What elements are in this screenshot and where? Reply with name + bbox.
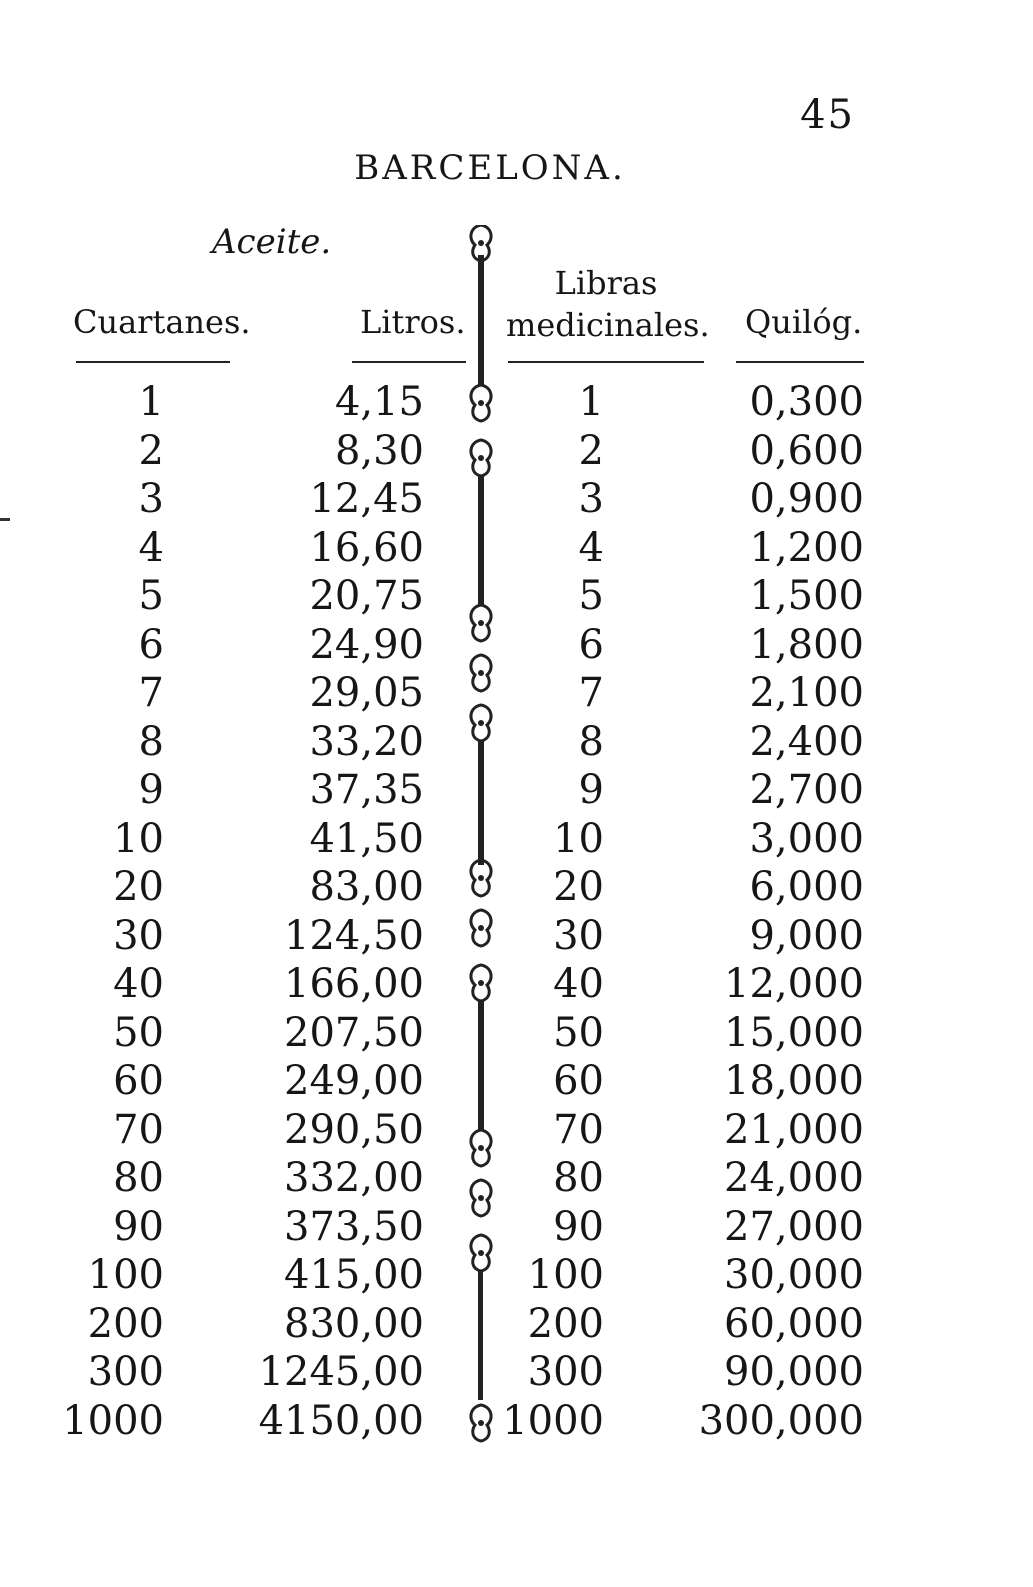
quilog-cell: 24,000	[724, 1155, 864, 1201]
table-row	[0, 960, 1033, 1009]
header-libras-line1: Libras	[554, 264, 658, 302]
libras-cell: 1000	[502, 1397, 604, 1444]
table-row	[0, 1203, 1033, 1252]
quilog-cell: 0,300	[749, 379, 864, 425]
quilog-cell: 2,400	[749, 718, 864, 765]
libras-cell: 100	[527, 1252, 604, 1298]
quilog-cell: 0,900	[749, 476, 864, 522]
cuartanes-cell: 100	[87, 1252, 164, 1298]
cuartanes-cell: 8	[138, 718, 164, 765]
table-row	[0, 718, 1033, 767]
libras-cell: 10	[553, 815, 604, 862]
header-rule	[736, 361, 864, 363]
litros-cell: 24,90	[309, 621, 424, 668]
table-row	[0, 427, 1033, 476]
libras-cell: 1	[578, 379, 604, 425]
litros-cell: 373,50	[284, 1203, 424, 1250]
libras-cell: 50	[553, 1009, 604, 1056]
cuartanes-cell: 5	[138, 573, 164, 619]
table-row	[0, 378, 1033, 427]
litros-cell: 4150,00	[258, 1397, 424, 1444]
table-row	[0, 1348, 1033, 1397]
libras-cell: 8	[578, 718, 604, 765]
product-label: Aceite.	[212, 222, 332, 262]
litros-cell: 166,00	[284, 961, 424, 1007]
litros-cell: 16,60	[309, 524, 424, 571]
table-row	[0, 669, 1033, 718]
libras-cell: 70	[553, 1106, 604, 1153]
header-cuartanes: Cuartanes.	[73, 303, 251, 341]
table-row	[0, 621, 1033, 670]
litros-cell: 290,50	[284, 1106, 424, 1153]
cuartanes-cell: 200	[87, 1300, 164, 1347]
cuartanes-cell: 3	[138, 476, 164, 522]
cuartanes-cell: 7	[138, 670, 164, 716]
litros-cell: 8,30	[334, 427, 424, 474]
table-row	[0, 524, 1033, 573]
quilog-cell: 1,200	[749, 524, 864, 571]
litros-cell: 12,45	[309, 476, 424, 522]
cuartanes-cell: 20	[113, 864, 164, 910]
quilog-cell: 300,000	[698, 1397, 864, 1444]
cuartanes-cell: 60	[113, 1058, 164, 1104]
header-quilogramos: Quilóg.	[745, 303, 863, 341]
quilog-cell: 9,000	[749, 912, 864, 959]
libras-cell: 60	[553, 1058, 604, 1104]
quilog-cell: 27,000	[724, 1203, 864, 1250]
header-rule	[352, 361, 466, 363]
page-number: 45	[800, 92, 855, 138]
quilog-cell: 2,700	[749, 767, 864, 813]
table-row	[0, 815, 1033, 864]
libras-cell: 200	[527, 1300, 604, 1347]
cuartanes-cell: 10	[113, 815, 164, 862]
table-row	[0, 572, 1033, 621]
litros-cell: 4,15	[334, 379, 424, 425]
cuartanes-cell: 2	[138, 427, 164, 474]
libras-cell: 5	[578, 573, 604, 619]
cuartanes-cell: 300	[87, 1349, 164, 1395]
libras-cell: 7	[578, 670, 604, 716]
libras-cell: 9	[578, 767, 604, 813]
conversion-table	[0, 378, 1033, 1445]
table-row	[0, 1009, 1033, 1058]
libras-cell: 2	[578, 427, 604, 474]
quilog-cell: 15,000	[724, 1009, 864, 1056]
libras-cell: 4	[578, 524, 604, 571]
libras-cell: 3	[578, 476, 604, 522]
litros-cell: 207,50	[284, 1009, 424, 1056]
cuartanes-cell: 1000	[62, 1397, 164, 1444]
quilog-cell: 0,600	[749, 427, 864, 474]
litros-cell: 37,35	[309, 767, 424, 813]
cuartanes-cell: 9	[138, 767, 164, 813]
cuartanes-cell: 4	[138, 524, 164, 571]
table-row	[0, 1251, 1033, 1300]
table-row	[0, 1057, 1033, 1106]
litros-cell: 124,50	[284, 912, 424, 959]
header-litros: Litros.	[360, 303, 466, 341]
cuartanes-cell: 6	[138, 621, 164, 668]
quilog-cell: 30,000	[724, 1252, 864, 1298]
header-rule	[76, 361, 230, 363]
quilog-cell: 60,000	[724, 1300, 864, 1347]
cuartanes-cell: 50	[113, 1009, 164, 1056]
quilog-cell: 18,000	[724, 1058, 864, 1104]
libras-cell: 40	[553, 961, 604, 1007]
libras-cell: 80	[553, 1155, 604, 1201]
table-row	[0, 912, 1033, 961]
table-row	[0, 1397, 1033, 1446]
cuartanes-cell: 80	[113, 1155, 164, 1201]
litros-cell: 249,00	[284, 1058, 424, 1104]
quilog-cell: 90,000	[724, 1349, 864, 1395]
cuartanes-cell: 30	[113, 912, 164, 959]
libras-cell: 20	[553, 864, 604, 910]
litros-cell: 33,20	[309, 718, 424, 765]
litros-cell: 20,75	[309, 573, 424, 619]
quilog-cell: 1,800	[749, 621, 864, 668]
cuartanes-cell: 40	[113, 961, 164, 1007]
litros-cell: 830,00	[284, 1300, 424, 1347]
libras-cell: 30	[553, 912, 604, 959]
litros-cell: 41,50	[309, 815, 424, 862]
quilog-cell: 2,100	[749, 670, 864, 716]
quilog-cell: 21,000	[724, 1106, 864, 1153]
table-row	[0, 1300, 1033, 1349]
table-row	[0, 766, 1033, 815]
cuartanes-cell: 90	[113, 1203, 164, 1250]
libras-cell: 90	[553, 1203, 604, 1250]
quilog-cell: 6,000	[749, 864, 864, 910]
table-row	[0, 1106, 1033, 1155]
quilog-cell: 1,500	[749, 573, 864, 619]
cuartanes-cell: 70	[113, 1106, 164, 1153]
header-rule	[508, 361, 704, 363]
table-row	[0, 863, 1033, 912]
header-libras-medicinales	[506, 262, 710, 346]
page-title: BARCELONA.	[354, 148, 626, 188]
litros-cell: 29,05	[309, 670, 424, 716]
litros-cell: 1245,00	[258, 1349, 424, 1395]
libras-cell: 6	[578, 621, 604, 668]
litros-cell: 83,00	[309, 864, 424, 910]
quilog-cell: 12,000	[724, 961, 864, 1007]
table-row	[0, 1154, 1033, 1203]
table-row	[0, 475, 1033, 524]
cuartanes-cell: 1	[138, 379, 164, 425]
libras-cell: 300	[527, 1349, 604, 1395]
litros-cell: 415,00	[284, 1252, 424, 1298]
quilog-cell: 3,000	[749, 815, 864, 862]
litros-cell: 332,00	[284, 1155, 424, 1201]
header-libras-line2: medicinales.	[506, 306, 710, 344]
